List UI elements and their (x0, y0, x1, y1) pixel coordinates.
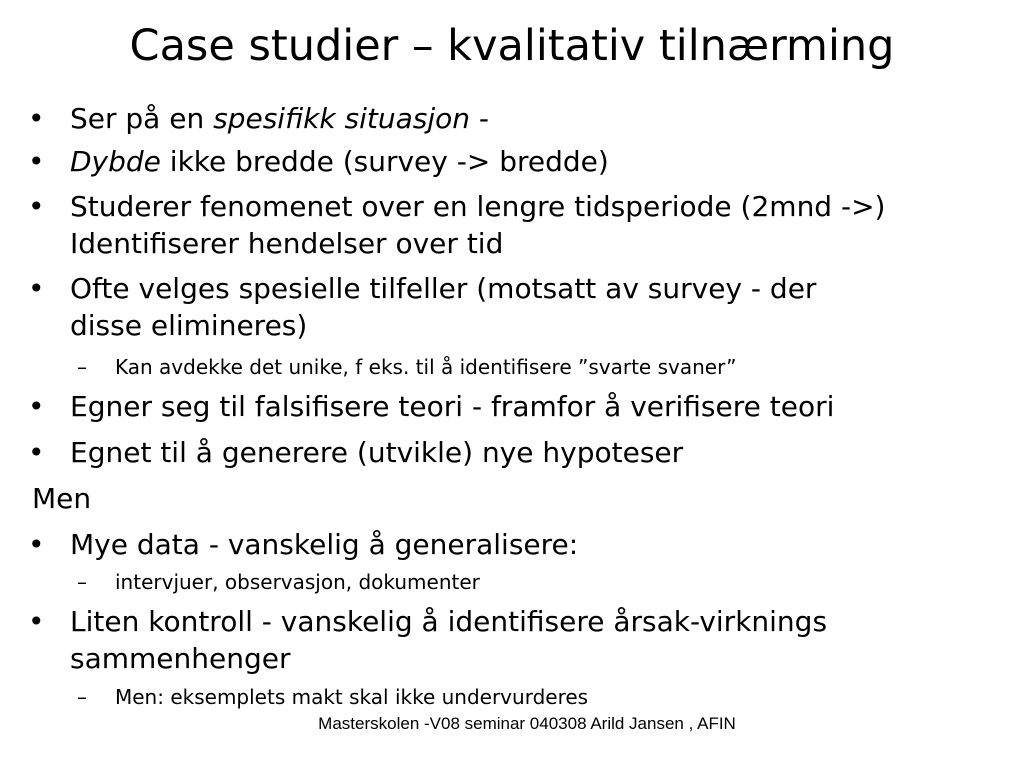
bullet-icon: • (28, 102, 45, 135)
bullet-item: • Studerer fenomenet over en lengre tidsperiode (2mnd ->) Identifiserer hendelser over tid (28, 190, 886, 260)
bullet-item: • Liten kontroll - vanskelig å identifisere årsak-virknings sammenhenger (28, 605, 828, 675)
slide-title: Case studier – kvalitativ tilnærming (129, 21, 895, 71)
bullet-icon: • (28, 145, 45, 178)
bullet-icon: • (28, 605, 45, 638)
bullet-icon: • (28, 436, 45, 469)
bullet-item: • Egner seg til falsifisere teori - framfor å verifisere teori (28, 390, 835, 423)
slide-footer: Masterskolen -V08 seminar 040308 Arild Jansen , AFIN (318, 714, 736, 733)
bullet-icon: • (28, 190, 45, 223)
dash-icon: – (77, 570, 87, 594)
sub-bullet-item: – Kan avdekke det unike, f eks. til å identifisere ”svarte svaner” (77, 355, 737, 379)
sub-bullet-item: – intervjuer, observasjon, dokumenter (77, 570, 480, 594)
bullet-item: • Dybde ikke bredde (survey -> bredde) (28, 145, 609, 178)
sub-bullet-item: – Men: eksemplets makt skal ikke undervurderes (77, 685, 589, 709)
bullet-item: • Mye data - vanskelig å generalisere: (28, 528, 579, 561)
bullet-item: • Ofte velges spesielle tilfeller (motsatt av survey - der disse elimineres) (28, 272, 817, 342)
dash-icon: – (77, 685, 87, 709)
bullet-item: • Egnet til å generere (utvikle) nye hypoteser (28, 436, 684, 469)
bullet-icon: • (28, 272, 45, 305)
bullet-icon: • (28, 528, 45, 561)
bullet-icon: • (28, 390, 45, 423)
dash-icon: – (77, 355, 87, 379)
bullet-item: • Ser på en spesifikk situasjon - (28, 102, 490, 135)
men-heading: Men (32, 482, 92, 515)
